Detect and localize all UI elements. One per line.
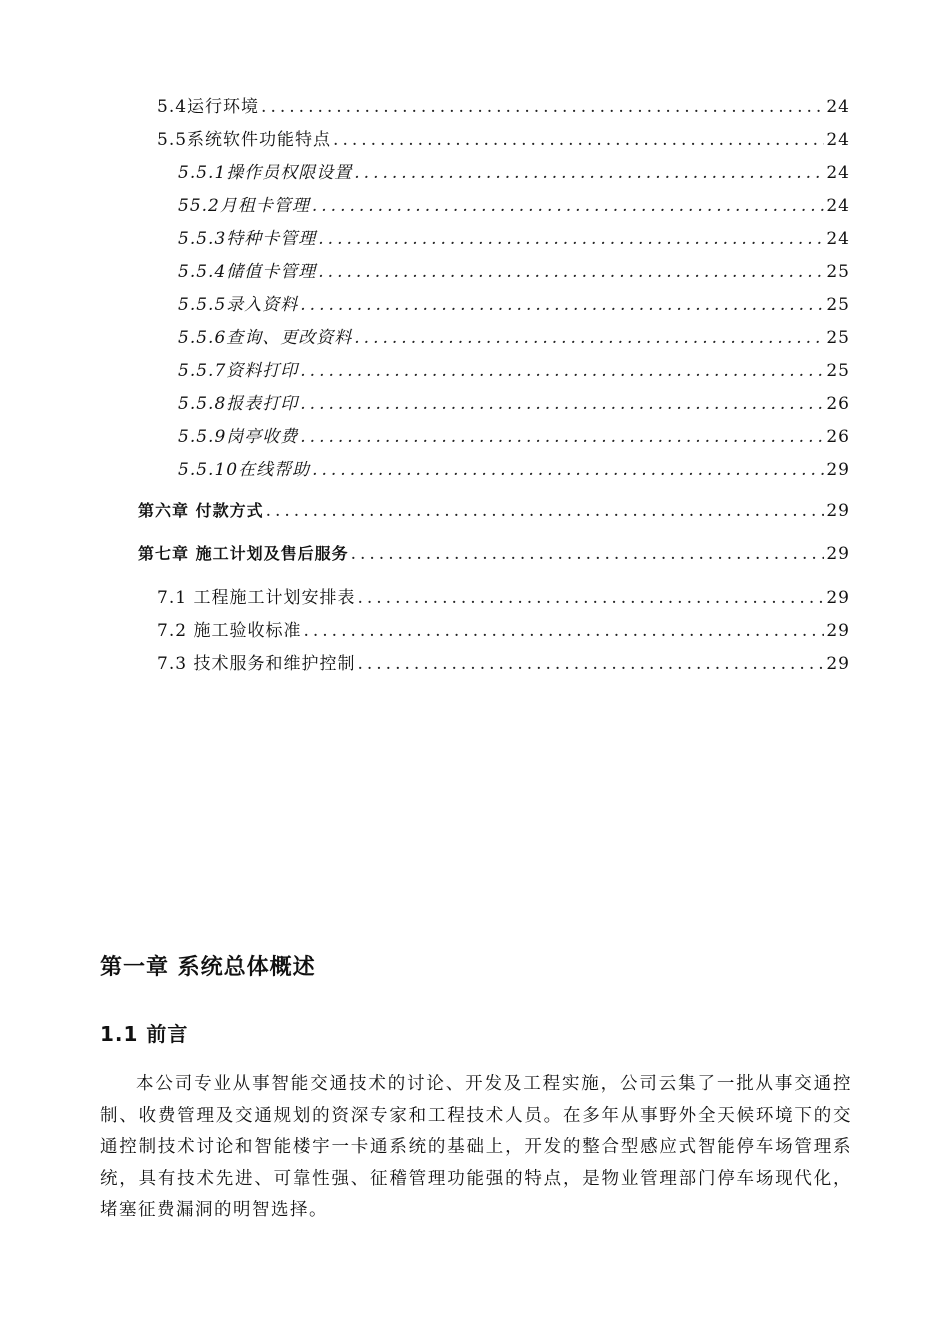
toc-entry[interactable] bbox=[178, 389, 850, 419]
toc-page-number: 24 bbox=[826, 163, 850, 183]
toc-entry-label: 5.5系统软件功能特点 bbox=[157, 130, 332, 150]
toc-entry-label: 7.3 技术服务和维护控制 bbox=[157, 654, 356, 674]
toc-entry[interactable] bbox=[157, 125, 850, 155]
toc-entry[interactable] bbox=[157, 583, 850, 613]
toc-dot-leader bbox=[318, 262, 824, 282]
toc-page-number: 25 bbox=[826, 328, 850, 348]
toc-page-number: 25 bbox=[826, 361, 850, 381]
toc-entry[interactable] bbox=[178, 191, 850, 221]
toc-dot-leader bbox=[333, 130, 824, 150]
toc-page-number: 26 bbox=[826, 427, 850, 447]
section-heading: 1.1 前言 bbox=[100, 1022, 189, 1046]
toc-page-number: 29 bbox=[826, 501, 850, 521]
toc-entry-label: 5.5.8报表打印 bbox=[178, 394, 299, 414]
toc-entry-label: 7.2 施工验收标准 bbox=[157, 621, 302, 641]
toc-entry-label: 5.5.7资料打印 bbox=[178, 361, 299, 381]
toc-entry[interactable] bbox=[157, 616, 850, 646]
toc-page-number: 29 bbox=[826, 654, 850, 674]
toc-entry-label: 5.5.6查询、更改资料 bbox=[178, 328, 353, 348]
toc-page-number: 24 bbox=[826, 97, 850, 117]
toc-dot-leader bbox=[357, 654, 824, 674]
toc-dot-leader bbox=[300, 394, 824, 414]
toc-dot-leader bbox=[351, 544, 825, 564]
toc-dot-leader bbox=[300, 295, 824, 315]
toc-entry[interactable] bbox=[178, 158, 850, 188]
toc-dot-leader bbox=[266, 501, 825, 521]
toc-entry[interactable] bbox=[178, 455, 850, 485]
toc-dot-leader bbox=[300, 361, 824, 381]
toc-entry[interactable] bbox=[178, 224, 850, 254]
toc-page-number: 25 bbox=[826, 295, 850, 315]
toc-entry-label: 5.5.9岗亭收费 bbox=[178, 427, 299, 447]
toc-page-number: 24 bbox=[826, 196, 850, 216]
toc-page-number: 24 bbox=[826, 130, 850, 150]
toc-entry-label: 第七章 施工计划及售后服务 bbox=[138, 544, 349, 563]
toc-entry[interactable] bbox=[178, 323, 850, 353]
toc-dot-leader bbox=[303, 621, 824, 641]
toc-entry-label: 5.5.3特种卡管理 bbox=[178, 229, 317, 249]
toc-page-number: 26 bbox=[826, 394, 850, 414]
toc-dot-leader bbox=[354, 328, 824, 348]
toc-entry[interactable] bbox=[157, 92, 850, 122]
toc-page-number: 25 bbox=[826, 262, 850, 282]
toc-entry[interactable] bbox=[178, 422, 850, 452]
toc-entry-label: 5.5.1操作员权限设置 bbox=[178, 163, 353, 183]
toc-chapter-entry[interactable] bbox=[138, 498, 850, 528]
toc-page-number: 29 bbox=[826, 460, 850, 480]
toc-entry[interactable] bbox=[178, 356, 850, 386]
toc-entry[interactable] bbox=[178, 290, 850, 320]
toc-chapter-entry[interactable] bbox=[138, 541, 850, 571]
toc-entry-label: 55.2月租卡管理 bbox=[178, 196, 310, 216]
toc-page-number: 29 bbox=[826, 621, 850, 641]
toc-entry-label: 5.5.5录入资料 bbox=[178, 295, 299, 315]
chapter-heading: 第一章 系统总体概述 bbox=[100, 955, 316, 980]
toc-entry-label: 7.1 工程施工计划安排表 bbox=[157, 588, 356, 608]
toc-page-number: 24 bbox=[826, 229, 850, 249]
toc-dot-leader bbox=[300, 427, 824, 447]
toc-page-number: 29 bbox=[826, 588, 850, 608]
toc-entry[interactable] bbox=[178, 257, 850, 287]
toc-dot-leader bbox=[312, 196, 825, 216]
toc-entry-label: 5.4运行环境 bbox=[157, 97, 260, 117]
toc-dot-leader bbox=[312, 460, 824, 480]
toc-page-number: 29 bbox=[826, 544, 850, 564]
toc-entry-label: 第六章 付款方式 bbox=[138, 501, 264, 520]
toc-dot-leader bbox=[261, 97, 824, 117]
toc-entry[interactable] bbox=[157, 649, 850, 679]
toc-dot-leader bbox=[354, 163, 824, 183]
toc-entry-label: 5.5.4储值卡管理 bbox=[178, 262, 317, 282]
body-paragraph: 本公司专业从事智能交通技术的讨论、开发及工程实施，公司云集了一批从事交通控制、收费管理及交通规划的资深专家和工程技术人员。在多年从事野外全天候环境下的交通控制技术讨论和智能楼宇一卡通系统的基础上，开发的整合型感应式智能停车场管理系统，具有技术先进、可靠性强、征稽管理功能强的特点，是物业管理部门停车场现代化，堵塞征费漏洞的明智选择。 bbox=[100, 1074, 852, 1220]
toc-entry-label: 5.5.10在线帮助 bbox=[178, 460, 311, 480]
toc-dot-leader bbox=[318, 229, 824, 249]
toc-dot-leader bbox=[357, 588, 824, 608]
